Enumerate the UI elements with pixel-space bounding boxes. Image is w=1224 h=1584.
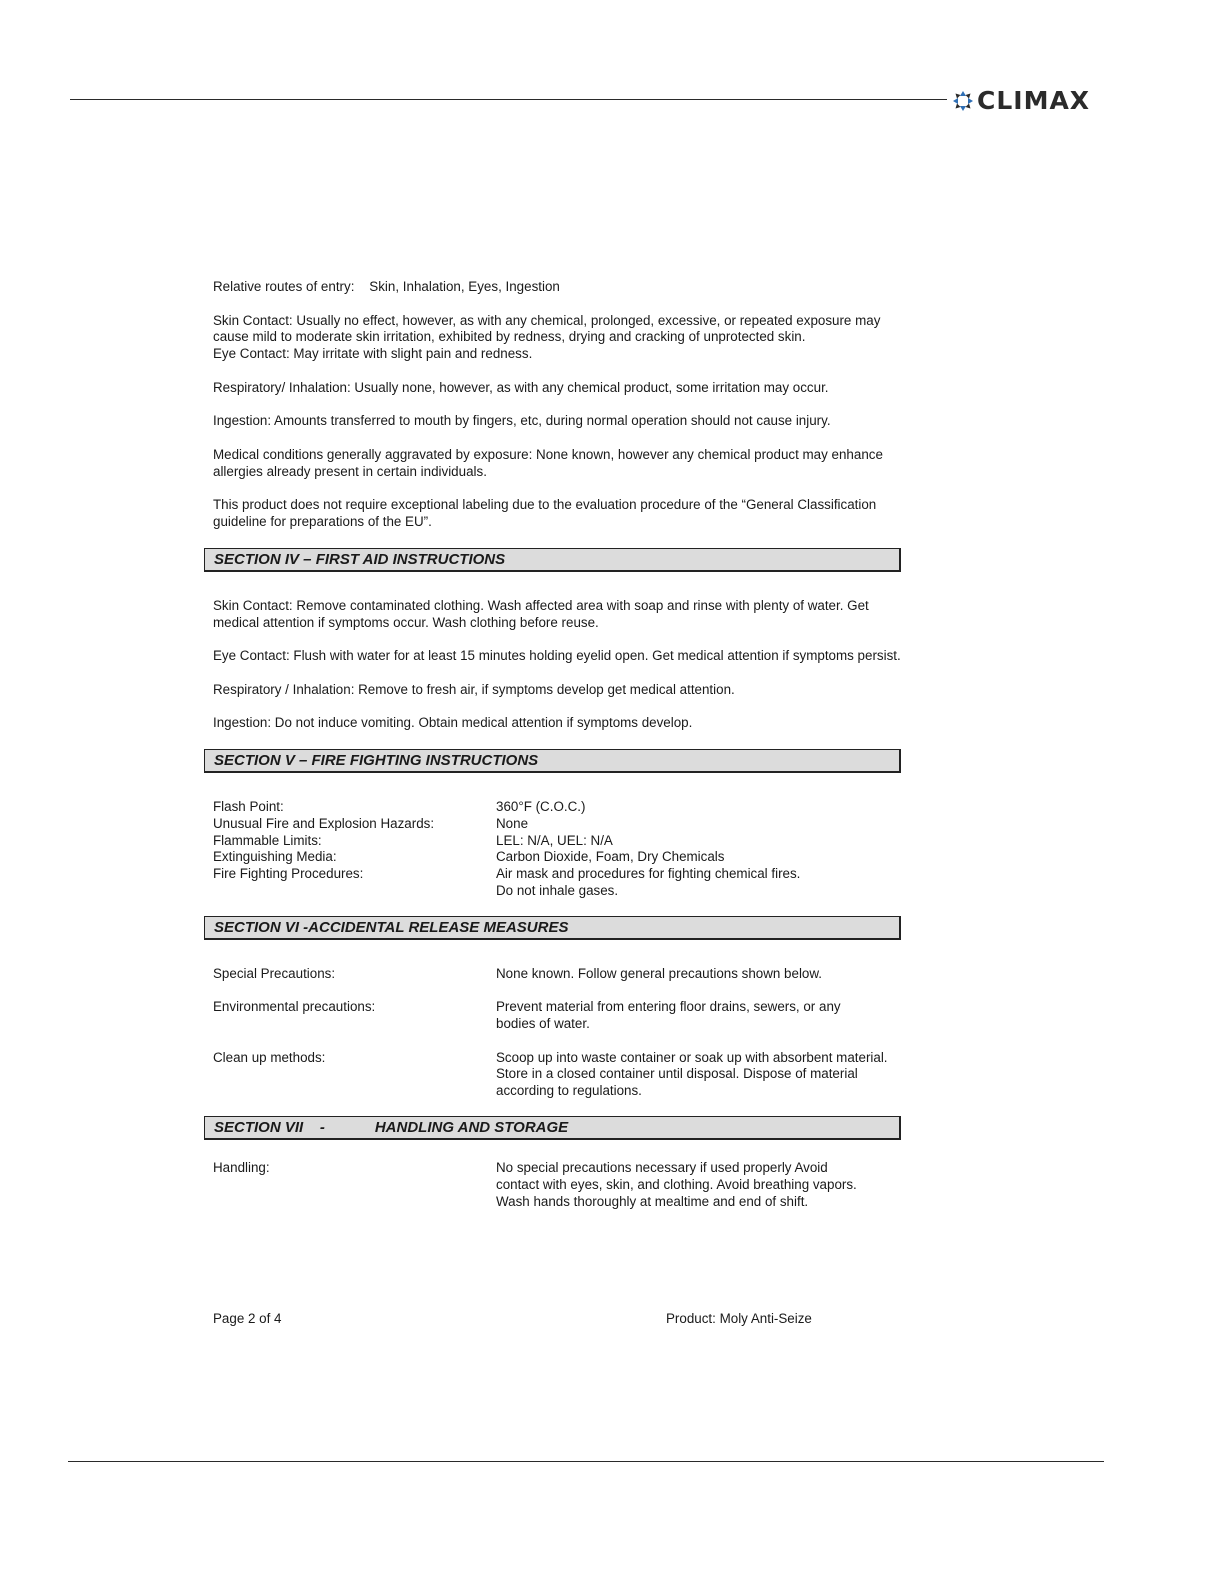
- row-value: Air mask and procedures for fighting chemical fires.: [496, 866, 801, 882]
- row-label: [213, 883, 496, 900]
- first-aid-eye: Eye Contact: Flush with water for at least 15 minutes holding eyelid open. Get medical attention if symptoms persist.: [213, 648, 901, 664]
- skin-contact-effects: Skin Contact: Usually no effect, however, as with any chemical, prolonged, excessive, or repeated exposure may cause mild to moderate skin irritation, exhibited by redness, drying and cracking of unprotected skin.: [213, 312, 881, 345]
- row-label: Extinguishing Media:: [213, 849, 337, 865]
- row-value: Do not inhale gases.: [496, 882, 619, 898]
- row-value: LEL: N/A, UEL: N/A: [496, 832, 613, 848]
- product-name: Product: Moly Anti-Seize: [666, 1311, 812, 1326]
- section-6-header: SECTION VI -ACCIDENTAL RELEASE MEASURES: [204, 916, 901, 940]
- labeling-note: This product does not require exceptional labeling due to the evaluation procedure of the “General Classification guideline for preparations of the EU”.: [213, 497, 877, 530]
- row-label: Flammable Limits:: [213, 832, 322, 848]
- row-value: Scoop up into waste container or soak up with absorbent material. Store in a closed container until disposal. Dispose of material according to regulations.: [496, 1049, 888, 1099]
- ingestion-effects: Ingestion: Amounts transferred to mouth by fingers, etc, during normal operation should not cause injury.: [213, 413, 831, 429]
- page-number: Page 2 of 4: [213, 1311, 282, 1326]
- row-value: None: [496, 815, 529, 831]
- first-aid-skin: Skin Contact: Remove contaminated clothing. Wash affected area with soap and rinse with plenty of water. Get medical attention if symptoms occur. Wash clothing before reuse.: [213, 597, 869, 630]
- accidental-release-table: [213, 966, 903, 1100]
- section-7-header: SECTION VII - HANDLING AND STORAGE: [204, 1116, 901, 1140]
- logo-text: CLIMAX: [977, 86, 1091, 115]
- row-value: No special precautions necessary if used properly Avoid contact with eyes, skin, and clothing. Avoid breathing vapors. Wash hands thoroughly at mealtime and end of shift.: [496, 1160, 857, 1209]
- medical-conditions: Medical conditions generally aggravated by exposure: None known, however any chemical product may enhance allergies already present in certain individuals.: [213, 446, 883, 479]
- row-label: Unusual Fire and Explosion Hazards:: [213, 815, 435, 831]
- table-row: [213, 1050, 903, 1100]
- first-aid-ingestion: Ingestion: Do not induce vomiting. Obtain medical attention if symptoms develop.: [213, 715, 693, 731]
- table-row: [213, 883, 903, 900]
- table-row: [213, 966, 903, 1000]
- climax-logo: [952, 86, 1090, 116]
- table-row: [213, 849, 903, 866]
- section-4-header: SECTION IV – FIRST AID INSTRUCTIONS: [204, 548, 901, 572]
- table-row: [213, 866, 903, 883]
- fire-fighting-table: [213, 799, 903, 900]
- table-row: [213, 799, 903, 816]
- section-5-header: SECTION V – FIRE FIGHTING INSTRUCTIONS: [204, 749, 901, 773]
- row-value: None known. Follow general precautions shown below.: [496, 965, 823, 981]
- row-label: Fire Fighting Procedures:: [213, 866, 364, 882]
- eye-contact-effects: Eye Contact: May irritate with slight pain and redness.: [213, 346, 533, 362]
- routes-of-entry: Relative routes of entry: Skin, Inhalation, Eyes, Ingestion: [213, 279, 560, 294]
- row-label: Environmental precautions:: [213, 999, 376, 1015]
- table-row: [213, 1160, 903, 1210]
- row-label: Special Precautions:: [213, 965, 336, 981]
- table-row: [213, 833, 903, 850]
- row-label: Clean up methods:: [213, 1049, 326, 1065]
- table-row: [213, 999, 903, 1049]
- table-row: [213, 816, 903, 833]
- respiratory-effects: Respiratory/ Inhalation: Usually none, however, as with any chemical product, some irritation may occur.: [213, 379, 829, 395]
- row-value: Carbon Dioxide, Foam, Dry Chemicals: [496, 849, 725, 865]
- first-aid-respiratory: Respiratory / Inhalation: Remove to fresh air, if symptoms develop get medical attention.: [213, 681, 735, 697]
- climax-star-icon: [952, 90, 974, 112]
- row-value: 360°F (C.O.C.): [496, 798, 586, 814]
- footer-rule: [68, 1461, 1104, 1462]
- row-value: Prevent material from entering floor drains, sewers, or any bodies of water.: [496, 999, 841, 1032]
- handling-table: [213, 1160, 903, 1210]
- document-body: [213, 279, 903, 1226]
- header-rule: [70, 99, 947, 100]
- row-label: Handling:: [213, 1160, 270, 1176]
- row-label: Flash Point:: [213, 798, 284, 814]
